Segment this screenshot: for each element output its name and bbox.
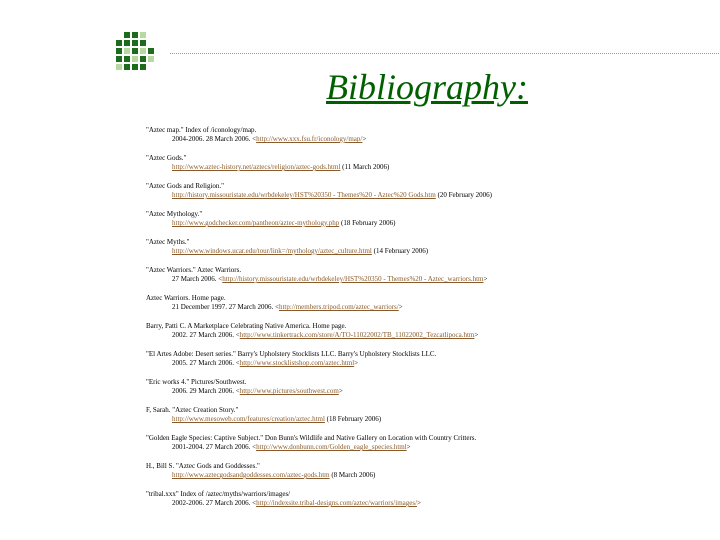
bibliography-entry [146,182,716,200]
entry-date: 2006. 29 March 2006. < [172,387,240,395]
entry-citation: Barry, Patti C. A Marketplace Celebrating Native America. Home page. [146,322,347,330]
entry-url-link[interactable]: http://history.missouristate.edu/wrbdekeley/HST%20350 - Themes%20 - Aztec_warriors.htm [222,275,484,283]
bibliography-entry [146,210,716,228]
entry-citation: F, Sarah. "Aztec Creation Story." [146,406,239,414]
bibliography-entry [146,350,716,368]
entry-source-line [146,275,716,284]
entry-date: 2002-2006. 27 March 2006. < [172,499,257,507]
entry-source-line [146,387,716,396]
entry-suffix: > [354,359,359,367]
entry-citation: "Aztec Myths." [146,238,190,246]
entry-suffix: > [406,443,411,451]
bibliography-entry [146,266,716,284]
slide-title: Bibliography: [326,67,528,107]
entry-date: 27 March 2006. < [172,275,223,283]
entry-date: 2001-2004. 27 March 2006. < [172,443,257,451]
entry-url-link[interactable]: http://www.windows.ucar.edu/tour/link=/mythology/aztec_culture.html [172,247,372,255]
entry-suffix: > [338,387,343,395]
entry-source-line [146,359,716,368]
bibliography-entry [146,154,716,172]
entry-source-line [146,471,716,480]
entry-url-link[interactable]: http://www.tinkertrack.com/store/A/TO-11022002/TB_11022002_Tezcatlipoca.htm [239,331,475,339]
entry-url-link[interactable]: http://indexsite.tribal-designs.com/aztec/warriors/images/ [256,499,418,507]
entry-source-line [146,303,716,312]
entry-suffix: (8 March 2006) [329,471,376,479]
entry-source-line [146,219,716,228]
entry-source-line [146,499,716,508]
entry-suffix: > [474,331,479,339]
bibliography-entry [146,406,716,424]
entry-url-link[interactable]: http://www.godchecker.com/pantheon/aztec-mythology.php [172,219,340,227]
entry-source-line [146,443,716,452]
entry-citation: H., Bill S. "Aztec Gods and Goddesses." [146,462,260,470]
entry-citation: "Aztec Gods and Religion." [146,182,225,190]
entry-url-link[interactable]: http://www.xxx.fsu.fr/iconology/map/ [256,135,363,143]
entry-citation: Aztec Warriors. Home page. [146,294,226,302]
entry-url-link[interactable]: http://history.missouristate.edu/wrbdekeley/HST%20350 - Themes%20 - Aztec%20 Gods.htm [172,191,436,199]
entry-url-link[interactable]: http://www.pictures/southwest.com [239,387,339,395]
entry-date: 21 December 1997. 27 March 2006. < [172,303,279,311]
entry-citation: "Golden Eagle Species: Captive Subject." Don Bunn's Wildlife and Native Gallery on Location with Country Critters. [146,434,477,442]
entry-url-link[interactable]: http://www.aztecgodsandgoddesses.com/aztec-gods.htm [172,471,330,479]
entry-url-link[interactable]: http://www.stocklistshop.com/aztec.html [239,359,355,367]
entry-suffix: (18 February 2006) [339,219,396,227]
header-divider [170,53,719,54]
entry-suffix: > [417,499,421,507]
bibliography-entry [146,490,716,508]
entry-date: 2005. 27 March 2006. < [172,359,240,367]
entry-citation: "Aztec Gods." [146,154,187,162]
entry-source-line [146,247,716,256]
entry-citation: "El Artes Adobe: Desert series." Barry's Upholstery Stocklists LLC. Barry's Upholstery Stocklists LLC. [146,350,437,358]
entry-url-link[interactable]: http://members.tripod.com/aztec_warriors/ [278,303,399,311]
bibliography-entry [146,322,716,340]
entry-suffix: > [398,303,403,311]
bibliography-entry [146,126,716,144]
entry-citation: "Aztec Mythology." [146,210,203,218]
entry-suffix: (14 February 2006) [371,247,429,255]
entry-source-line [146,415,716,424]
bibliography-entry [146,378,716,396]
entry-citation: "Aztec Warriors." Aztec Warriors. [146,266,242,274]
bibliography-entry [146,434,716,452]
entry-url-link[interactable]: http://www.donbunn.com/Golden_eagle_species.html [256,443,407,451]
bibliography-entry [146,238,716,256]
entry-suffix: (11 March 2006) [340,163,390,171]
bibliography-list [146,126,716,518]
entry-citation: "tribal.xxx" Index of /aztec/myths/warriors/images/ [146,490,291,498]
entry-suffix: (20 February 2006) [435,191,493,199]
entry-date: 2004-2006. 28 March 2006. < [172,135,257,143]
entry-source-line [146,331,716,340]
entry-source-line [146,135,716,144]
entry-citation: "Aztec map." Index of /iconology/map. [146,126,257,134]
bibliography-entry [146,462,716,480]
entry-suffix: > [362,135,367,143]
entry-url-link[interactable]: http://www.mesoweb.com/features/creation/aztec.html [172,415,325,423]
puzzle-grid-logo [110,30,158,78]
entry-date: 2002. 27 March 2006. < [172,331,240,339]
entry-suffix: (18 February 2006) [324,415,382,423]
entry-url-link[interactable]: http://www.aztec-history.net/aztecs/religion/aztec-gods.html [172,163,341,171]
bibliography-entry [146,294,716,312]
entry-source-line [146,163,716,172]
entry-citation: "Eric works 4." Pictures/Southwest. [146,378,247,386]
entry-source-line [146,191,716,200]
entry-suffix: > [483,275,488,283]
